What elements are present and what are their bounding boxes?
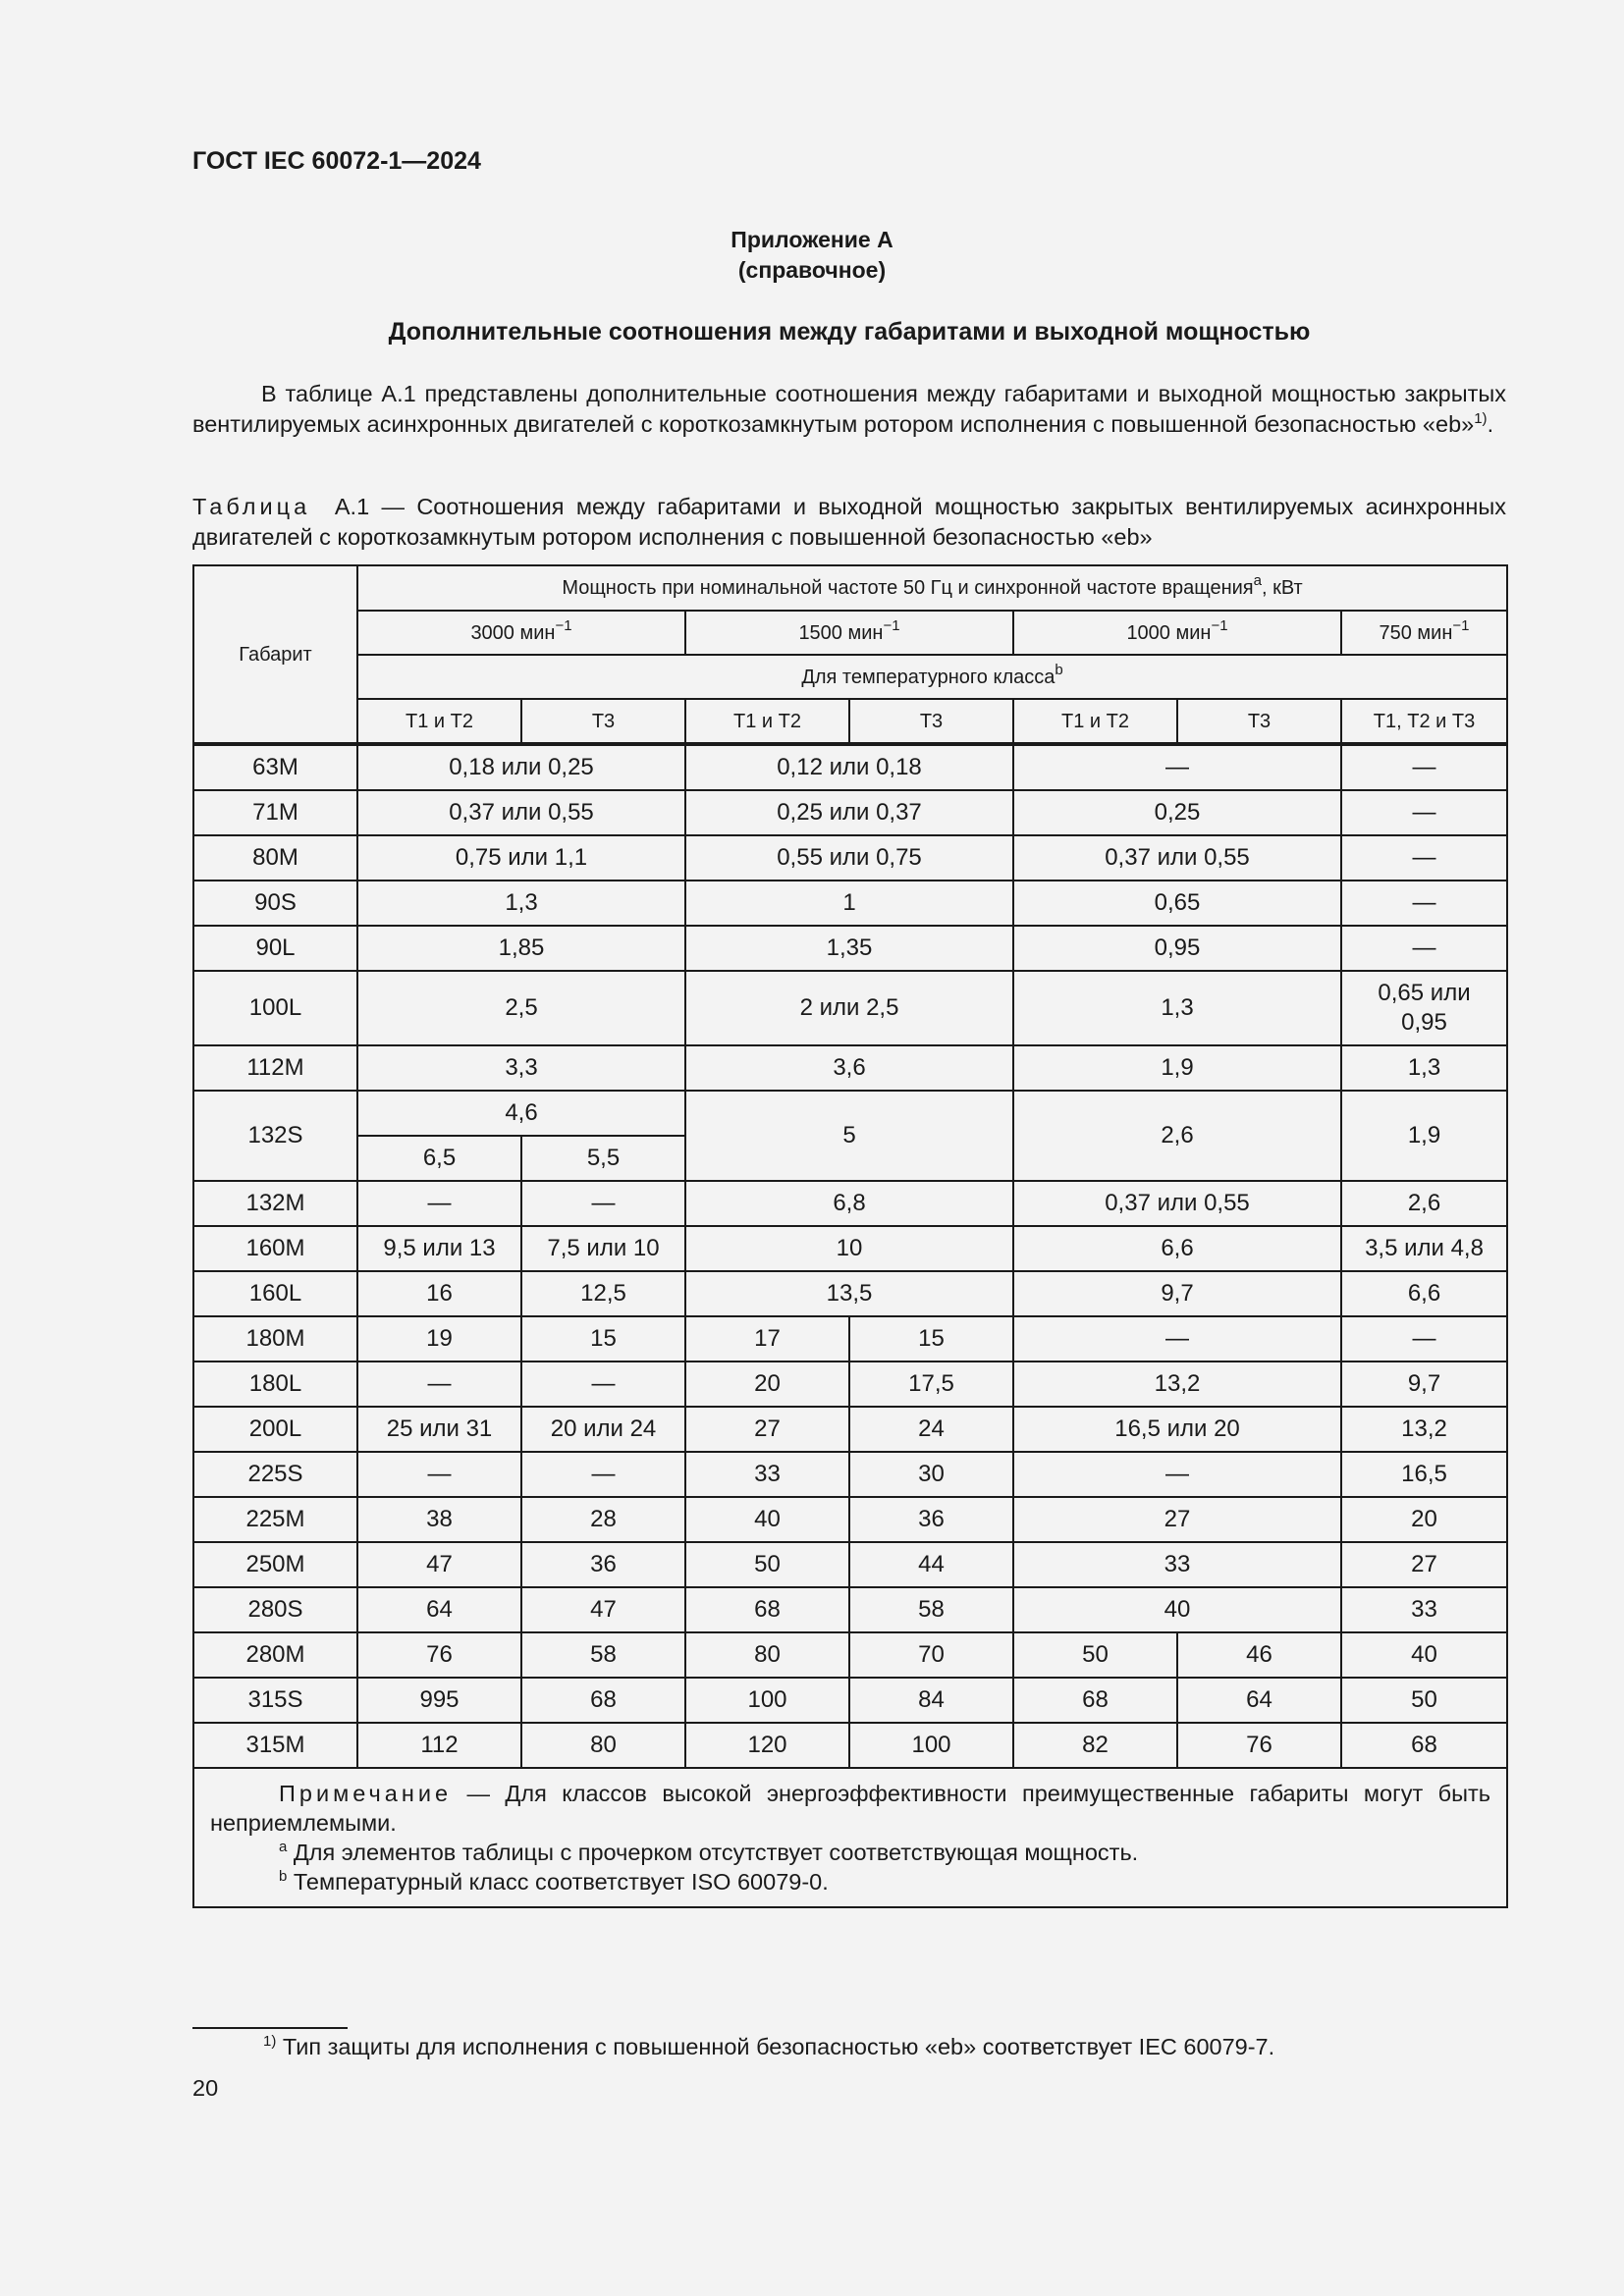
value-cell: 1,3 bbox=[1341, 1045, 1507, 1091]
value-cell: 15 bbox=[849, 1316, 1013, 1362]
value-cell: 995 bbox=[357, 1678, 521, 1723]
value-cell: 112 bbox=[357, 1723, 521, 1768]
value-cell: 40 bbox=[1341, 1632, 1507, 1678]
value-cell: 16 bbox=[357, 1271, 521, 1316]
value-cell: 5 bbox=[685, 1091, 1013, 1181]
value-cell: 20 bbox=[1341, 1497, 1507, 1542]
value-cell: 47 bbox=[521, 1587, 685, 1632]
table-note bbox=[193, 1768, 1507, 1907]
table-row bbox=[193, 790, 1507, 835]
value-cell: 36 bbox=[521, 1542, 685, 1587]
header-power: Мощность при номинальной частоте 50 Гц и синхронной частоте вращения$^a$, кВт bbox=[357, 565, 1507, 611]
value-cell: 3,3 bbox=[357, 1045, 685, 1091]
value-cell: 24 bbox=[849, 1407, 1013, 1452]
value-cell: 1,3 bbox=[357, 881, 685, 926]
temp-col: Т1 и Т2 bbox=[685, 699, 849, 744]
value-cell: 36 bbox=[849, 1497, 1013, 1542]
value-cell: 4,6 bbox=[357, 1091, 685, 1136]
value-cell: 16,5 bbox=[1341, 1452, 1507, 1497]
note-main: Примечание — Для классов высокой энергоэффективности преимущественные габариты могут быть неприемлемыми. bbox=[210, 1781, 1491, 1836]
table-header-row bbox=[193, 565, 1507, 611]
header-size: Габарит bbox=[193, 565, 357, 744]
value-cell: 76 bbox=[357, 1632, 521, 1678]
temp-col: Т3 bbox=[521, 699, 685, 744]
value-cell: 68 bbox=[521, 1678, 685, 1723]
value-cell: 16,5 или 20 bbox=[1013, 1407, 1341, 1452]
table-row bbox=[193, 1316, 1507, 1362]
value-cell: 80 bbox=[521, 1723, 685, 1768]
value-cell: 0,25 или 0,37 bbox=[685, 790, 1013, 835]
value-cell: — bbox=[1341, 926, 1507, 971]
size-cell: 250M bbox=[193, 1542, 357, 1587]
value-cell: 68 bbox=[1341, 1723, 1507, 1768]
table-row bbox=[193, 1407, 1507, 1452]
value-cell: 82 bbox=[1013, 1723, 1177, 1768]
value-cell: 0,95 bbox=[1013, 926, 1341, 971]
value-cell: — bbox=[1013, 1452, 1341, 1497]
size-cell: 90S bbox=[193, 881, 357, 926]
value-cell: 70 bbox=[849, 1632, 1013, 1678]
value-cell: 15 bbox=[521, 1316, 685, 1362]
value-cell: 13,5 bbox=[685, 1271, 1013, 1316]
size-cell: 180L bbox=[193, 1362, 357, 1407]
size-cell: 112M bbox=[193, 1045, 357, 1091]
temp-col: Т3 bbox=[1177, 699, 1341, 744]
value-cell: 20 bbox=[685, 1362, 849, 1407]
annex-label: Приложение А bbox=[731, 227, 893, 252]
size-cell: 160M bbox=[193, 1226, 357, 1271]
table-row bbox=[193, 1723, 1507, 1768]
table-note-row bbox=[193, 1768, 1507, 1907]
table-row bbox=[193, 1542, 1507, 1587]
value-cell: 47 bbox=[357, 1542, 521, 1587]
value-cell: 9,7 bbox=[1341, 1362, 1507, 1407]
value-cell: — bbox=[521, 1452, 685, 1497]
table-row bbox=[193, 1226, 1507, 1271]
table-row bbox=[193, 835, 1507, 881]
value-cell: 1,3 bbox=[1013, 971, 1341, 1045]
value-cell: 2,5 bbox=[357, 971, 685, 1045]
value-cell: 33 bbox=[1341, 1587, 1507, 1632]
value-cell: — bbox=[1341, 1316, 1507, 1362]
value-cell: 0,37 или 0,55 bbox=[357, 790, 685, 835]
value-cell: 100 bbox=[685, 1678, 849, 1723]
temp-class-header-row bbox=[193, 655, 1507, 699]
temp-cols-row bbox=[193, 699, 1507, 744]
table-caption bbox=[192, 492, 1506, 553]
value-cell: 0,37 или 0,55 bbox=[1013, 835, 1341, 881]
size-cell: 315M bbox=[193, 1723, 357, 1768]
value-cell: — bbox=[1341, 790, 1507, 835]
speed-header-row bbox=[193, 611, 1507, 655]
footnote: $^{1)}$ Тип защиты для исполнения с повышенной безопасностью «eb» соответствует IEC 60079-7. bbox=[263, 2033, 1275, 2059]
power-table bbox=[192, 564, 1508, 1908]
table-row bbox=[193, 1678, 1507, 1723]
size-cell: 200L bbox=[193, 1407, 357, 1452]
value-cell: 44 bbox=[849, 1542, 1013, 1587]
value-cell: 27 bbox=[1341, 1542, 1507, 1587]
value-cell: 1,85 bbox=[357, 926, 685, 971]
table-row bbox=[193, 1091, 1507, 1136]
value-cell: 1,9 bbox=[1013, 1045, 1341, 1091]
temp-col: Т3 bbox=[849, 699, 1013, 744]
temp-col: Т1, Т2 и Т3 bbox=[1341, 699, 1507, 744]
table-row bbox=[193, 1181, 1507, 1226]
table-caption-text: А.1 — Соотношения между габаритами и выходной мощностью закрытых вентилируемых асинхронных двигателей с короткозамкнутым ротором исполнения с повышенной безопасностью «eb» bbox=[192, 494, 1507, 550]
value-cell: 58 bbox=[849, 1587, 1013, 1632]
value-cell: 17 bbox=[685, 1316, 849, 1362]
value-cell: — bbox=[1341, 881, 1507, 926]
value-cell: 25 или 31 bbox=[357, 1407, 521, 1452]
value-cell: 1,9 bbox=[1341, 1091, 1507, 1181]
table-row bbox=[193, 744, 1507, 790]
size-cell: 280M bbox=[193, 1632, 357, 1678]
value-cell: 40 bbox=[685, 1497, 849, 1542]
value-cell: 28 bbox=[521, 1497, 685, 1542]
annex-type: (справочное) bbox=[737, 257, 887, 283]
value-cell: 0,75 или 1,1 bbox=[357, 835, 685, 881]
table-row bbox=[193, 971, 1507, 1045]
table-row bbox=[193, 881, 1507, 926]
value-cell: — bbox=[1341, 835, 1507, 881]
value-cell: 12,5 bbox=[521, 1271, 685, 1316]
value-cell: 13,2 bbox=[1013, 1362, 1341, 1407]
note-b: $^b$ Температурный класс соответствует ISO 60079-0. bbox=[279, 1868, 829, 1895]
annex-title: Дополнительные соотношения между габаритами и выходной мощностью bbox=[388, 318, 1311, 346]
value-cell: 17,5 bbox=[849, 1362, 1013, 1407]
value-cell: 80 bbox=[685, 1632, 849, 1678]
value-cell: 2,6 bbox=[1013, 1091, 1341, 1181]
value-cell: 0,55 или 0,75 bbox=[685, 835, 1013, 881]
value-cell: 58 bbox=[521, 1632, 685, 1678]
size-cell: 225S bbox=[193, 1452, 357, 1497]
value-cell: 3,5 или 4,8 bbox=[1341, 1226, 1507, 1271]
intro-end: . bbox=[1487, 411, 1494, 437]
speed-3000: 3000 мин$^{-1}$ bbox=[357, 611, 685, 655]
value-cell: 50 bbox=[1013, 1632, 1177, 1678]
size-cell: 132S bbox=[193, 1091, 357, 1181]
value-cell: 68 bbox=[1013, 1678, 1177, 1723]
value-cell: 0,25 bbox=[1013, 790, 1341, 835]
size-cell: 63M bbox=[193, 744, 357, 790]
size-cell: 160L bbox=[193, 1271, 357, 1316]
value-cell: 27 bbox=[1013, 1497, 1341, 1542]
value-cell: 84 bbox=[849, 1678, 1013, 1723]
value-cell: 7,5 или 10 bbox=[521, 1226, 685, 1271]
value-cell: 0,65 или 0,95 bbox=[1341, 971, 1507, 1045]
value-cell: 64 bbox=[357, 1587, 521, 1632]
value-cell: — bbox=[357, 1362, 521, 1407]
value-cell: 38 bbox=[357, 1497, 521, 1542]
value-cell: 6,5 bbox=[357, 1136, 521, 1181]
speed-1000: 1000 мин$^{-1}$ bbox=[1013, 611, 1341, 655]
table-row bbox=[193, 926, 1507, 971]
value-cell: 68 bbox=[685, 1587, 849, 1632]
size-cell: 280S bbox=[193, 1587, 357, 1632]
value-cell: 6,8 bbox=[685, 1181, 1013, 1226]
intro-paragraph bbox=[192, 379, 1506, 440]
value-cell: — bbox=[1013, 1316, 1341, 1362]
value-cell: — bbox=[521, 1181, 685, 1226]
value-cell: 1,35 bbox=[685, 926, 1013, 971]
value-cell: 2 или 2,5 bbox=[685, 971, 1013, 1045]
value-cell: 1 bbox=[685, 881, 1013, 926]
value-cell: — bbox=[521, 1362, 685, 1407]
value-cell: 50 bbox=[1341, 1678, 1507, 1723]
speed-750: 750 мин$^{-1}$ bbox=[1341, 611, 1507, 655]
value-cell: 5,5 bbox=[521, 1136, 685, 1181]
size-cell: 100L bbox=[193, 971, 357, 1045]
note-a: $^a$ Для элементов таблицы с прочерком отсутствует соответствующая мощность. bbox=[279, 1839, 1139, 1865]
value-cell: 100 bbox=[849, 1723, 1013, 1768]
size-cell: 132M bbox=[193, 1181, 357, 1226]
value-cell: — bbox=[1341, 744, 1507, 790]
size-cell: 180M bbox=[193, 1316, 357, 1362]
table-row bbox=[193, 1362, 1507, 1407]
intro-footnote-ref: 1) bbox=[1474, 410, 1488, 427]
temp-col: Т1 и Т2 bbox=[1013, 699, 1177, 744]
value-cell: 64 bbox=[1177, 1678, 1341, 1723]
value-cell: — bbox=[1013, 744, 1341, 790]
value-cell: 19 bbox=[357, 1316, 521, 1362]
value-cell: 46 bbox=[1177, 1632, 1341, 1678]
page-number: 20 bbox=[192, 2075, 219, 2101]
table-row bbox=[193, 1045, 1507, 1091]
size-cell: 225M bbox=[193, 1497, 357, 1542]
value-cell: 6,6 bbox=[1013, 1226, 1341, 1271]
footnote-divider bbox=[192, 2027, 348, 2029]
standard-id: ГОСТ IEC 60072-1—2024 bbox=[192, 147, 481, 175]
value-cell: 3,6 bbox=[685, 1045, 1013, 1091]
value-cell: 0,65 bbox=[1013, 881, 1341, 926]
size-cell: 315S bbox=[193, 1678, 357, 1723]
table-row bbox=[193, 1271, 1507, 1316]
value-cell: 0,18 или 0,25 bbox=[357, 744, 685, 790]
value-cell: 20 или 24 bbox=[521, 1407, 685, 1452]
value-cell: 33 bbox=[685, 1452, 849, 1497]
size-cell: 80M bbox=[193, 835, 357, 881]
table-row bbox=[193, 1497, 1507, 1542]
table-row bbox=[193, 1452, 1507, 1497]
speed-1500: 1500 мин$^{-1}$ bbox=[685, 611, 1013, 655]
value-cell: 2,6 bbox=[1341, 1181, 1507, 1226]
value-cell: 40 bbox=[1013, 1587, 1341, 1632]
value-cell: 0,12 или 0,18 bbox=[685, 744, 1013, 790]
value-cell: 10 bbox=[685, 1226, 1013, 1271]
value-cell: 33 bbox=[1013, 1542, 1341, 1587]
table-row bbox=[193, 1587, 1507, 1632]
table-row bbox=[193, 1632, 1507, 1678]
value-cell: — bbox=[357, 1452, 521, 1497]
table-caption-label: Таблица bbox=[192, 494, 311, 519]
value-cell: 76 bbox=[1177, 1723, 1341, 1768]
size-cell: 90L bbox=[193, 926, 357, 971]
value-cell: 0,37 или 0,55 bbox=[1013, 1181, 1341, 1226]
value-cell: 13,2 bbox=[1341, 1407, 1507, 1452]
value-cell: 120 bbox=[685, 1723, 849, 1768]
value-cell: 50 bbox=[685, 1542, 849, 1587]
intro-text: В таблице А.1 представлены дополнительные соотношения между габаритами и выходной мощностью закрытых вентилируемых асинхронных двигателей с короткозамкнутым ротором исполнения с повышенной безопасностью «eb» bbox=[192, 381, 1506, 437]
value-cell: 9,7 bbox=[1013, 1271, 1341, 1316]
value-cell: 27 bbox=[685, 1407, 849, 1452]
size-cell: 71M bbox=[193, 790, 357, 835]
value-cell: 6,6 bbox=[1341, 1271, 1507, 1316]
temp-col: Т1 и Т2 bbox=[357, 699, 521, 744]
temp-class-header: Для температурного класса$^b$ bbox=[357, 655, 1507, 699]
value-cell: — bbox=[357, 1181, 521, 1226]
value-cell: 9,5 или 13 bbox=[357, 1226, 521, 1271]
value-cell: 30 bbox=[849, 1452, 1013, 1497]
